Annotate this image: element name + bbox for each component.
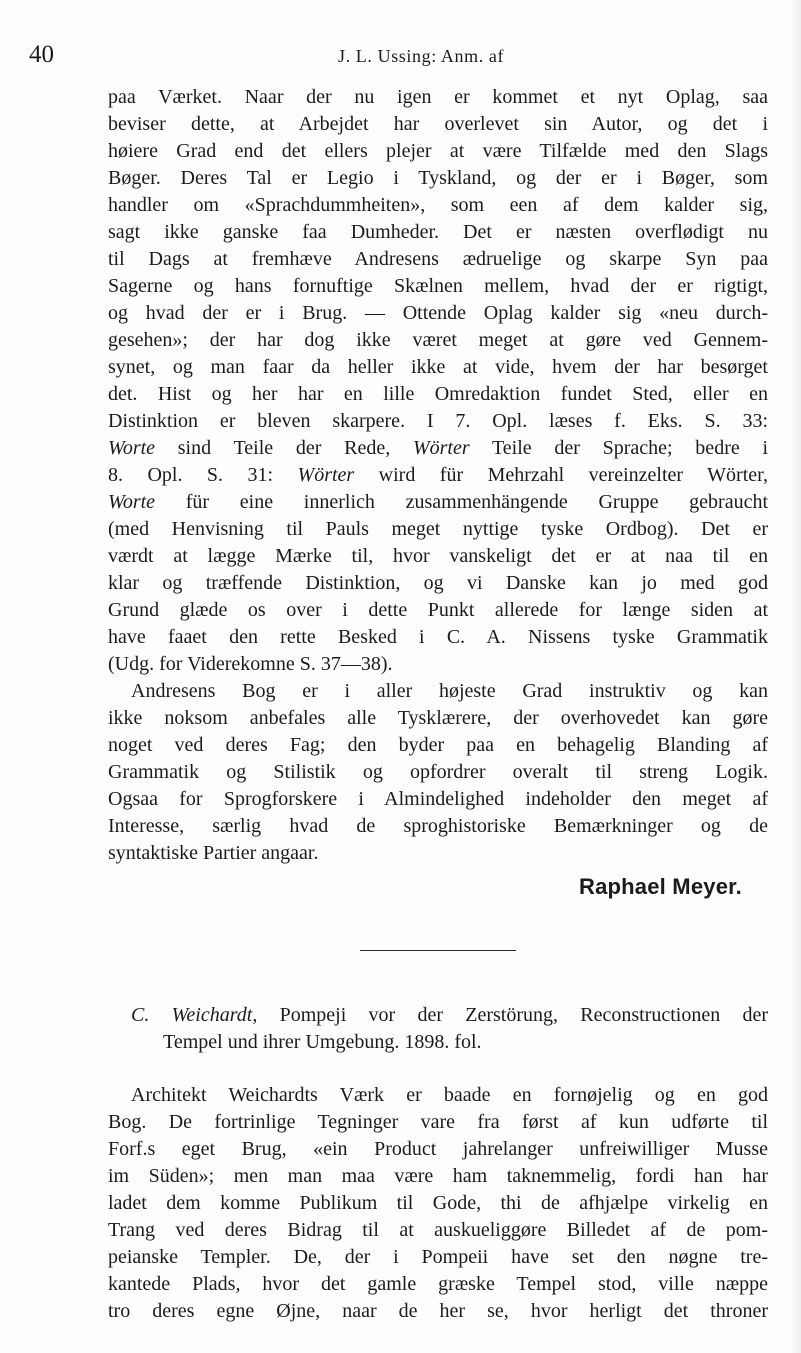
line-text: Sagerne og hans fornuftige Skælnen mellem, hvad der er rigtigt, <box>108 275 768 297</box>
italic-text: Wörter <box>297 464 355 486</box>
line-text: sagt ikke ganske faa Dumheder. Det er næsten overflødigt nu <box>108 221 768 243</box>
review-2-paragraph-1 <box>108 1082 768 1325</box>
text-line <box>108 273 768 300</box>
text-line <box>108 624 768 651</box>
line-text: handler om «Sprachdummheiten», som een af dem kalder sig, <box>108 194 768 216</box>
text-line <box>108 165 768 192</box>
section-divider <box>360 950 516 951</box>
line-text: sind Teile der Rede, <box>155 437 413 459</box>
line-text: wird für Mehrzahl vereinzelter Wörter, <box>354 464 768 486</box>
line-text: für eine innerlich zusammenhängende Gruppe gebraucht <box>155 491 768 513</box>
text-line <box>108 516 768 543</box>
page-edge-shadow <box>791 0 801 1353</box>
review-1-paragraph-1 <box>108 84 768 678</box>
line-text: Bøger. Deres Tal er Legio i Tyskland, og der er i Bøger, som <box>108 167 768 189</box>
line-text: Ogsaa for Sprogforskere i Almindelighed indeholder den meget af <box>108 788 768 810</box>
line-text: paa Værket. Naar der nu igen er kommet et nyt Oplag, saa <box>108 86 768 108</box>
text-line <box>108 1136 768 1163</box>
page-body <box>108 84 768 1325</box>
line-text: Architekt Weichardts Værk er baade en fornøjelig og en god <box>131 1084 768 1106</box>
line-text: til Dags at fremhæve Andresens ædruelige og skarpe Syn paa <box>108 248 768 270</box>
text-line <box>108 759 768 786</box>
line-text: værdt at lægge Mærke til, hvor vanskeligt det er at naa til en <box>108 545 768 567</box>
italic-text: Worte <box>108 437 156 459</box>
line-text: Trang ved deres Bidrag til at auskueliggøre Billedet af de pom- <box>108 1219 768 1241</box>
text-line <box>108 786 768 813</box>
line-text: klar og træffende Distinktion, og vi Danske kan jo med god <box>108 572 768 594</box>
text-line <box>108 111 768 138</box>
text-line <box>108 192 768 219</box>
text-line <box>108 1271 768 1298</box>
line-text: Grund glæde os over i dette Punkt allerede for længe siden at <box>108 599 768 621</box>
text-line <box>108 354 768 381</box>
text-line <box>108 840 768 867</box>
line-text: Interesse, særlig hvad de sproghistoriske Bemærkninger og de <box>108 815 768 837</box>
text-line <box>108 651 768 678</box>
text-line <box>108 1217 768 1244</box>
line-text: 8. Opl. S. 31: <box>108 464 298 486</box>
text-line <box>108 462 768 489</box>
text-line <box>108 246 768 273</box>
text-line <box>108 1190 768 1217</box>
line-text: im Süden»; men man maa være ham taknemmelig, fordi han har <box>108 1165 768 1187</box>
text-line <box>108 1109 768 1136</box>
line-text: Pompeji vor der Zerstörung, Reconstructionen der <box>257 1004 769 1026</box>
text-line <box>108 489 768 516</box>
line-text: (Udg. for Viderekomne S. 37—38). <box>108 653 393 675</box>
line-text: noget ved deres Fag; den byder paa en behagelig Blanding af <box>108 734 768 756</box>
text-line <box>108 300 768 327</box>
line-text: Distinktion er bleven skarpere. I 7. Opl. læses f. Eks. S. 33: <box>108 410 768 432</box>
line-text: beviser dette, at Arbejdet har overlevet sin Autor, og det i <box>108 113 768 135</box>
line-text: kantede Plads, hvor det gamle græske Tempel stod, ville næppe <box>108 1273 768 1295</box>
line-text: Andresens Bog er i aller højeste Grad instruktiv og kan <box>131 680 768 702</box>
page-number: 40 <box>29 41 54 68</box>
text-line <box>108 1029 768 1056</box>
line-text: peianske Templer. De, der i Pompeii have set den nøgne tre- <box>108 1246 768 1268</box>
text-line <box>108 84 768 111</box>
line-text: have faaet den rette Besked i C. A. Nissens tyske Grammatik <box>108 626 768 648</box>
text-line <box>108 732 768 759</box>
text-line <box>108 813 768 840</box>
text-line <box>108 327 768 354</box>
line-text: Tempel und ihrer Umgebung. 1898. fol. <box>163 1031 482 1053</box>
line-text: Bog. De fortrinlige Tegninger vare fra først af kun udførte til <box>108 1111 768 1133</box>
text-line <box>108 381 768 408</box>
text-line <box>108 1002 768 1029</box>
line-text: og hvad der er i Brug. — Ottende Oplag kalder sig «neu durch- <box>108 302 768 324</box>
text-line <box>108 597 768 624</box>
line-text: det. Hist og her har en lille Omredaktion fundet Sted, eller en <box>108 383 768 405</box>
line-text: ikke noksom anbefales alle Tysklærere, der overhovedet kan gøre <box>108 707 768 729</box>
italic-text: Worte <box>108 491 156 513</box>
text-line <box>108 543 768 570</box>
line-text: tro deres egne Øjne, naar de her se, hvor herligt det throner <box>108 1300 768 1322</box>
line-text: Grammatik og Stilistik og opfordrer overalt til streng Logik. <box>108 761 768 783</box>
reviewer-signature: Raphael Meyer. <box>579 874 742 899</box>
text-line <box>108 1298 768 1325</box>
line-text: gesehen»; der har dog ikke været meget at gøre ved Gennem- <box>108 329 768 351</box>
text-line <box>108 435 768 462</box>
line-text: ladet dem komme Publikum til Gode, thi de afhjælpe virkelig en <box>108 1192 768 1214</box>
line-text: høiere Grad end det ellers plejer at være Tilfælde med den Slags <box>108 140 768 162</box>
text-line <box>108 219 768 246</box>
italic-text: C. Weichardt, <box>131 1004 258 1026</box>
line-text: (med Henvisning til Pauls meget nyttige tyske Ordbog). Det er <box>108 518 768 540</box>
text-line <box>108 408 768 435</box>
line-text: Forf.s eget Brug, «ein Product jahrelanger unfreiwilliger Musse <box>108 1138 768 1160</box>
text-line <box>108 705 768 732</box>
text-line <box>108 1163 768 1190</box>
review-1-paragraph-2 <box>108 678 768 867</box>
text-line <box>108 570 768 597</box>
text-line <box>108 138 768 165</box>
text-line <box>108 1244 768 1271</box>
review-2-citation <box>108 1002 768 1056</box>
line-text: syntaktiske Partier angaar. <box>108 842 319 864</box>
italic-text: Wörter <box>412 437 470 459</box>
running-title: J. L. Ussing: Anm. af <box>338 46 505 66</box>
text-line <box>108 1082 768 1109</box>
text-line <box>108 678 768 705</box>
line-text: Teile der Sprache; bedre i <box>469 437 769 459</box>
line-text: synet, og man faar da heller ikke at vide, hvem der har besørget <box>108 356 768 378</box>
